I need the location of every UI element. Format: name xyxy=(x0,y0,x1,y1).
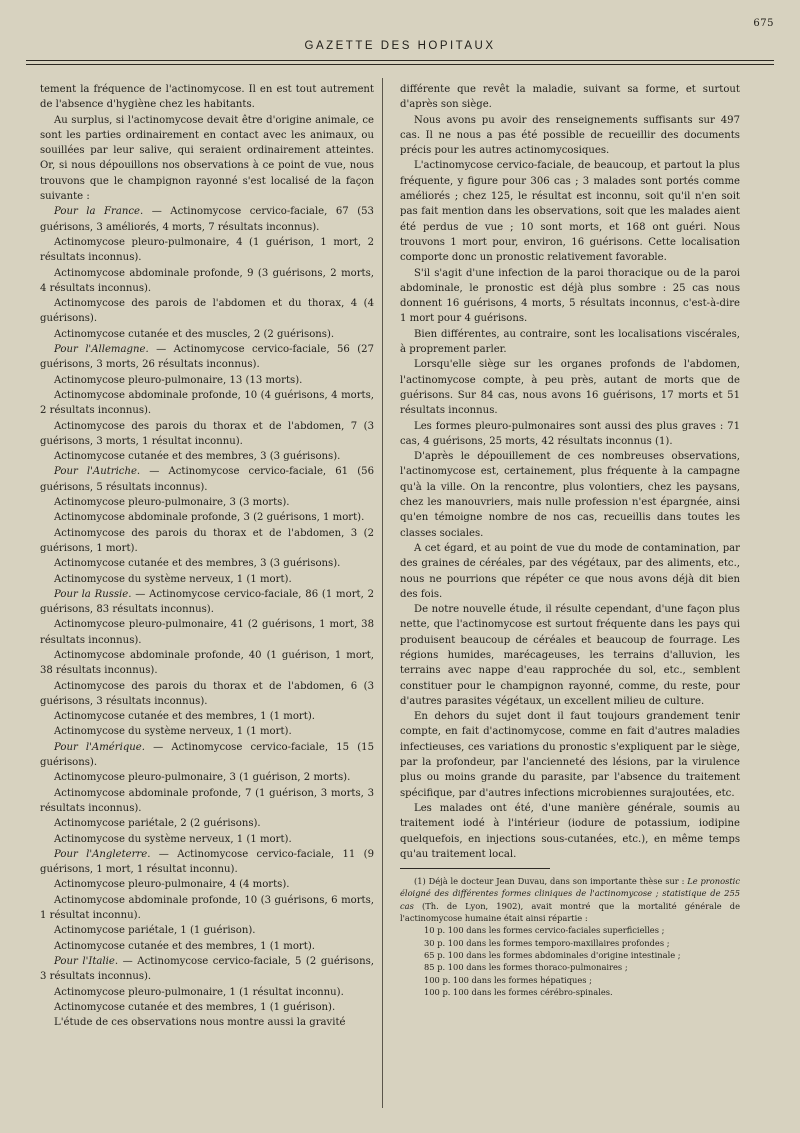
entry-text: Actinomycose abdominale profonde, 9 (3 guérisons, 2 morts, 4 résultats inconnus). xyxy=(40,267,374,294)
statistic-entry xyxy=(40,617,374,648)
paragraph: Au surplus, si l'actinomycose devait être d'origine animale, ce sont les parties ordinairement en contact avec les animaux, ou souillées par leur salive, qui seraient ordinairement atteintes. Or, si nous dépouillons nos observations à ce point de vue, nous trouvons que le champignon rayonné s'est localisé de la façon suivante : xyxy=(40,114,374,203)
paragraph: Nous avons pu avoir des renseignements suffisants sur 497 cas. Il ne nous a pas été possible de recueillir des documents précis pour les autres actinomycosiques. xyxy=(400,114,740,157)
entry-text: Actinomycose cutanée et des membres, 1 (1 guérison). xyxy=(54,1001,336,1013)
column-divider xyxy=(382,78,383,1108)
statistic-entry xyxy=(40,235,374,266)
footnote-cited-title: Le pronostic éloigné des différentes formes cliniques de l'actinomycose ; statistique de 255 cas xyxy=(400,876,740,911)
statistic-entry xyxy=(40,1000,374,1015)
country-heading: Pour l'Amérique. xyxy=(54,741,145,753)
entry-text: Actinomycose des parois du thorax et de l'abdomen, 6 (3 guérisons, 3 résultats inconnus). xyxy=(40,680,374,707)
entry-text: Actinomycose cutanée et des membres, 3 (3 guérisons). xyxy=(54,451,341,463)
statistic-entry xyxy=(40,296,374,327)
entry-text: Actinomycose cutanée et des membres, 1 (1 mort). xyxy=(54,940,315,952)
entry-text: Actinomycose abdominale profonde, 10 (3 guérisons, 6 morts, 1 résultat inconnu). xyxy=(40,894,374,922)
paragraph: tement la fréquence de l'actinomycose. Il en est tout autrement de l'absence d'hygiène chez les habitants. xyxy=(40,84,374,111)
country-statistics xyxy=(40,204,374,1015)
statistic-entry xyxy=(40,954,374,985)
footnote xyxy=(400,875,740,998)
statistic-entry xyxy=(40,786,374,817)
statistic-entry xyxy=(40,495,374,510)
statistic-entry xyxy=(40,342,374,373)
statistic-entry xyxy=(40,939,374,954)
footnote-rule xyxy=(400,868,550,869)
statistic-entry xyxy=(40,847,374,878)
footnote-stat: 65 p. 100 dans les formes abdominales d'origine intestinale ; xyxy=(424,949,681,960)
entry-text: Actinomycose des parois du thorax et de l'abdomen, 7 (3 guérisons, 3 morts, 1 résultat inconnu). xyxy=(40,420,374,447)
country-heading: Pour la Russie. xyxy=(54,588,132,600)
entry-text: — Actinomycose cervico-faciale, 86 (1 mort, 2 guérisons, 83 résultats inconnus). xyxy=(40,588,374,616)
entry-text: Actinomycose pleuro-pulmonaire, 3 (1 guérison, 2 morts). xyxy=(54,772,351,784)
paragraph: Les malades ont été, d'une manière générale, soumis au traitement iodé à l'intérieur (iodure de potassium, iodipine quelquefois, en injections sous-cutanées, etc.), en même temps qu'au traitement local. xyxy=(400,802,740,860)
footnote-intro-b: (Th. de Lyon, 1902), avait montré que la mortalité générale de l'actinomycose humaine était ainsi répartie : xyxy=(400,900,740,924)
entry-text: Actinomycose pleuro-pulmonaire, 4 (4 morts). xyxy=(54,879,290,891)
statistic-entry xyxy=(40,740,374,771)
page-number: 675 xyxy=(753,18,774,29)
entry-text: Actinomycose pleuro-pulmonaire, 41 (2 guérisons, 1 mort, 38 résultats inconnus). xyxy=(40,619,374,646)
entry-text: — Actinomycose cervico-faciale, 5 (2 guérisons, 3 résultats inconnus). xyxy=(40,955,374,983)
entry-text: Actinomycose pariétale, 2 (2 guérisons). xyxy=(54,818,261,830)
country-heading: Pour l'Allemagne. xyxy=(54,344,149,356)
statistic-entry xyxy=(40,327,374,342)
footnote-stat: 100 p. 100 dans les formes hépatiques ; xyxy=(424,974,592,985)
statistic-entry xyxy=(40,985,374,1000)
entry-text: Actinomycose pleuro-pulmonaire, 13 (13 morts). xyxy=(54,374,303,386)
entry-text: Actinomycose abdominale profonde, 7 (1 guérison, 3 morts, 3 résultats inconnus). xyxy=(40,787,374,814)
statistic-entry xyxy=(40,419,374,450)
entry-text: Actinomycose du système nerveux, 1 (1 mort). xyxy=(54,833,292,845)
paragraph: Lorsqu'elle siège sur les organes profonds de l'abdomen, l'actinomycose compte, à peu près, autant de morts que de guérisons. Sur 84 cas, nous avons 16 guérisons, 17 morts et 51 résultats inconnus. xyxy=(400,359,740,417)
country-heading: Pour la France. xyxy=(54,206,144,218)
entry-text: Actinomycose des parois de l'abdomen et du thorax, 4 (4 guérisons). xyxy=(40,298,374,325)
footnote-stat: 100 p. 100 dans les formes cérébro-spinales. xyxy=(424,986,613,997)
right-column xyxy=(400,82,740,998)
paragraph: Bien différentes, au contraire, sont les localisations viscérales, à proprement parler. xyxy=(400,328,740,356)
paragraph: S'il s'agit d'une infection de la paroi thoracique ou de la paroi abdominale, le pronostic est déjà plus sombre : 25 cas nous donnent 16 guérisons, 4 morts, 5 résultats inconnus, c'est-à-dire 1 mort pour 4 guérisons. xyxy=(400,267,740,325)
entry-text: Actinomycose cutanée et des muscles, 2 (2 guérisons). xyxy=(54,328,335,340)
entry-text: — Actinomycose cervico-faciale, 11 (9 guérisons, 1 mort, 1 résultat inconnu). xyxy=(40,848,374,876)
country-heading: Pour l'Angleterre. xyxy=(54,848,151,860)
statistic-entry xyxy=(40,832,374,847)
statistic-entry xyxy=(40,556,374,571)
paragraph: De notre nouvelle étude, il résulte cependant, d'une façon plus nette, que l'actinomycose est surtout fréquente dans les pays qui produisent beaucoup de céréales et beaucoup de fourrage. Les régions humides, marécageuses, les terrains d'alluvion, les terrains avec nappe d'eau rapprochée du sol, etc., semblent constituer pour le champignon rayonné, comme, du reste, pour d'autres parasites végétaux, un excellent milieu de culture. xyxy=(400,604,740,707)
statistic-entry xyxy=(40,373,374,388)
footnote-stat: 30 p. 100 dans les formes temporo-maxillaires profondes ; xyxy=(424,937,670,948)
statistic-entry xyxy=(40,893,374,924)
entry-text: — Actinomycose cervico-faciale, 56 (27 guérisons, 3 morts, 26 résultats inconnus). xyxy=(40,344,374,371)
entry-text: Actinomycose des parois du thorax et de l'abdomen, 3 (2 guérisons, 1 mort). xyxy=(40,527,374,554)
entry-text: Actinomycose pleuro-pulmonaire, 3 (3 morts). xyxy=(54,497,290,509)
entry-text: — Actinomycose cervico-faciale, 67 (53 guérisons, 3 améliorés, 4 morts, 7 résultats inconnus). xyxy=(40,206,374,233)
paragraph: L'actinomycose cervico-faciale, de beaucoup, et partout la plus fréquente, y figure pour 306 cas ; 3 malades sont portés comme améliorés ; chez 125, le résultat est inconnu, soit qu'il n'en soit pas fait mention dans les observations, soit que les malades aient été perdus de vue ; 10 sont morts, et 168 ont guéri. Nous trouvons 1 mort pour, environ, 16 guérisons. Cette localisation comporte donc un pronostic relativement favorable. xyxy=(400,160,740,264)
statistic-entry xyxy=(40,587,374,618)
statistic-entry xyxy=(40,449,374,464)
entry-text: Actinomycose pleuro-pulmonaire, 4 (1 guérison, 1 mort, 2 résultats inconnus). xyxy=(40,236,374,264)
footnote-stat: 85 p. 100 dans les formes thoraco-pulmonaires ; xyxy=(424,962,628,973)
statistic-entry xyxy=(40,816,374,831)
statistic-entry xyxy=(40,648,374,679)
entry-text: Actinomycose abdominale profonde, 40 (1 guérison, 1 mort, 38 résultats inconnus). xyxy=(40,649,374,677)
country-heading: Pour l'Italie. xyxy=(54,955,119,967)
statistic-entry xyxy=(40,770,374,785)
statistic-entry xyxy=(40,204,374,235)
statistic-entry xyxy=(40,266,374,297)
paragraph: D'après le dépouillement de ces nombreuses observations, l'actinomycose est, certainement, plus fréquente à la campagne qu'à la ville. On la rencontre, plus volontiers, chez les paysans, chez les manouvriers, mais nulle profession n'est épargnée, ainsi qu'en témoigne nombre de nos cas, recueillis dans toutes les classes sociales. xyxy=(400,451,740,539)
statistic-entry xyxy=(40,464,374,495)
statistic-entry xyxy=(40,679,374,710)
paragraph: différente que revêt la maladie, suivant sa forme, et surtout d'après son siège. xyxy=(400,84,740,111)
entry-text: Actinomycose pariétale, 1 (1 guérison). xyxy=(54,925,256,937)
paragraph: Les formes pleuro-pulmonaires sont aussi des plus graves : 71 cas, 4 guérisons, 25 morts, 42 résultats inconnus (1). xyxy=(400,420,740,447)
entry-text: Actinomycose du système nerveux, 1 (1 mort). xyxy=(54,726,292,738)
entry-text: Actinomycose abdominale profonde, 3 (2 guérisons, 1 mort). xyxy=(54,512,365,524)
statistic-entry xyxy=(40,526,374,557)
statistic-entry xyxy=(40,572,374,587)
entry-text: — Actinomycose cervico-faciale, 15 (15 guérisons). xyxy=(40,741,374,769)
paragraph: En dehors du sujet dont il faut toujours grandement tenir compte, en fait d'actinomycose, comme en fait d'autres maladies infectieuses, ces variations du pronostic s'expliquent par le siège, par la profondeur, par l'ancienneté des lésions, par la virulence plus ou moins grande du parasite, par l'absence du traitement spécifique, par d'autres infections microbiennes surajoutées, etc. xyxy=(400,711,740,799)
statistic-entry xyxy=(40,877,374,892)
statistic-entry xyxy=(40,923,374,938)
statistic-entry xyxy=(40,388,374,419)
running-head: GAZETTE DES HOPITAUX xyxy=(304,40,496,52)
entry-text: Actinomycose abdominale profonde, 10 (4 guérisons, 4 morts, 2 résultats inconnus). xyxy=(40,389,374,417)
entry-text: Actinomycose cutanée et des membres, 3 (3 guérisons). xyxy=(54,558,341,570)
header-rule xyxy=(26,60,774,61)
entry-text: — Actinomycose cervico-faciale, 61 (56 guérisons, 5 résultats inconnus). xyxy=(40,466,374,493)
footnote-intro xyxy=(400,875,740,924)
footnote-stat: 10 p. 100 dans les formes cervico-faciales superficielles ; xyxy=(424,925,665,936)
statistic-entry xyxy=(40,724,374,739)
header-rule-thin xyxy=(26,64,774,65)
entry-text: Actinomycose cutanée et des membres, 1 (1 mort). xyxy=(54,711,315,723)
left-column xyxy=(40,82,374,1030)
paragraph: L'étude de ces observations nous montre aussi la gravité xyxy=(54,1017,346,1029)
paragraph: A cet égard, et au point de vue du mode de contamination, par des graines de céréales, par des végétaux, par des aliments, etc., nous ne pourrions que répéter ce que nous avons déjà dit bien des fois. xyxy=(400,542,740,600)
statistic-entry xyxy=(40,709,374,724)
country-heading: Pour l'Autriche. xyxy=(54,466,141,478)
statistic-entry xyxy=(40,510,374,525)
entry-text: Actinomycose du système nerveux, 1 (1 mort). xyxy=(54,573,292,585)
footnote-intro-a: (1) Déjà le docteur Jean Duvau, dans son importante thèse sur : xyxy=(414,876,688,887)
entry-text: Actinomycose pleuro-pulmonaire, 1 (1 résultat inconnu). xyxy=(54,986,344,998)
